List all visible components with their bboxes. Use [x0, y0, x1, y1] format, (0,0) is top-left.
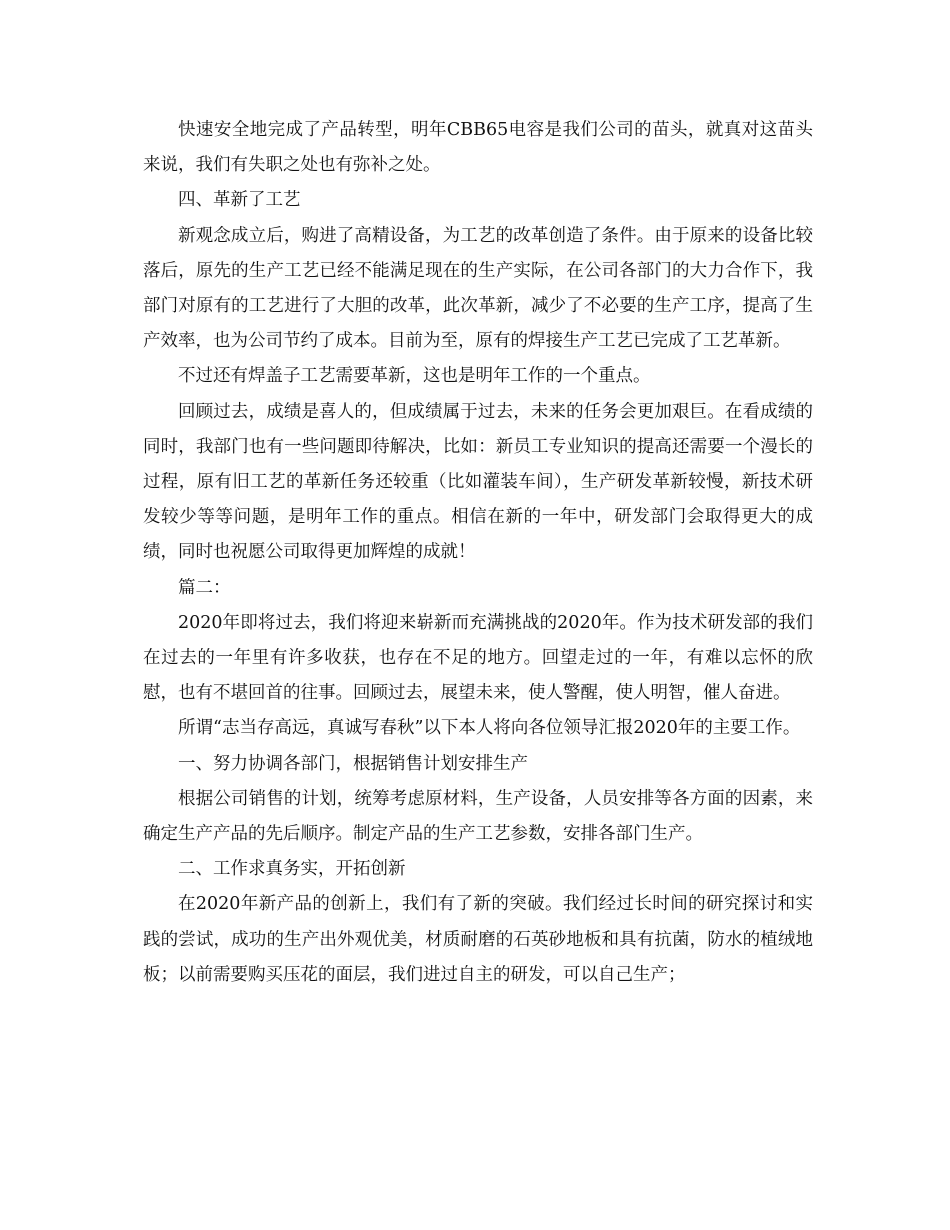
paragraph: 在2020年新产品的创新上，我们有了新的突破。我们经过长时间的研究探讨和实践的尝试，成功的生产出外观优美，材质耐磨的石英砂地板和具有抗菌，防水的植绒地板；以前需要购买压花的面层，我们进过自主的研发，可以自己生产；	[143, 894, 813, 985]
document-body	[143, 113, 813, 993]
section-heading: 篇二：	[178, 577, 231, 598]
section-heading: 四、革新了工艺	[178, 190, 301, 211]
paragraph: 根据公司销售的计划，统筹考虑原材料，生产设备，人员安排等各方面的因素，来确定生产产品的先后顺序。制定产品的生产工艺参数，安排各部门生产。	[143, 788, 813, 845]
paragraph: 2020年即将过去，我们将迎来崭新而充满挑战的2020年。作为技术研发部的我们在过去的一年里有许多收获，也存在不足的地方。回望走过的一年，有难以忘怀的欣慰，也有不堪回首的往事。回顾过去，展望未来，使人警醒，使人明智，催人奋进。	[143, 612, 813, 704]
paragraph: 所谓“志当存高远，真诚写春秋”以下本人将向各位领导汇报2020年的主要工作。	[178, 718, 801, 739]
paragraph: 快速安全地完成了产品转型，明年CBB65电容是我们公司的苗头，就真对这苗头来说，我们有失职之处也有弥补之处。	[143, 120, 813, 176]
paragraph: 不过还有焊盖子工艺需要革新，这也是明年工作的一个重点。	[178, 366, 651, 387]
paragraph: 回顾过去，成绩是喜人的，但成绩属于过去，未来的任务会更加艰巨。在看成绩的同时，我部门也有一些问题即待解决，比如：新员工专业知识的提高还需要一个漫长的过程，原有旧工艺的革新任务还较重（比如灌装车间），生产研发革新较慢，新技术研发较少等等问题，是明年工作的重点。相信在新的一年中，研发部门会取得更大的成绩，同时也祝愿公司取得更加辉煌的成就！	[143, 401, 813, 563]
section-heading: 一、努力协调各部门，根据销售计划安排生产	[178, 753, 528, 774]
section-heading: 二、工作求真务实，开拓创新	[178, 859, 406, 880]
paragraph: 新观念成立后，购进了高精设备，为工艺的改革创造了条件。由于原来的设备比较落后，原先的生产工艺已经不能满足现在的生产实际，在公司各部门的大力合作下，我部门对原有的工艺进行了大胆的改革，此次革新，减少了不必要的生产工序，提高了生产效率，也为公司节约了成本。目前为至，原有的焊接生产工艺已完成了工艺革新。	[143, 225, 813, 352]
